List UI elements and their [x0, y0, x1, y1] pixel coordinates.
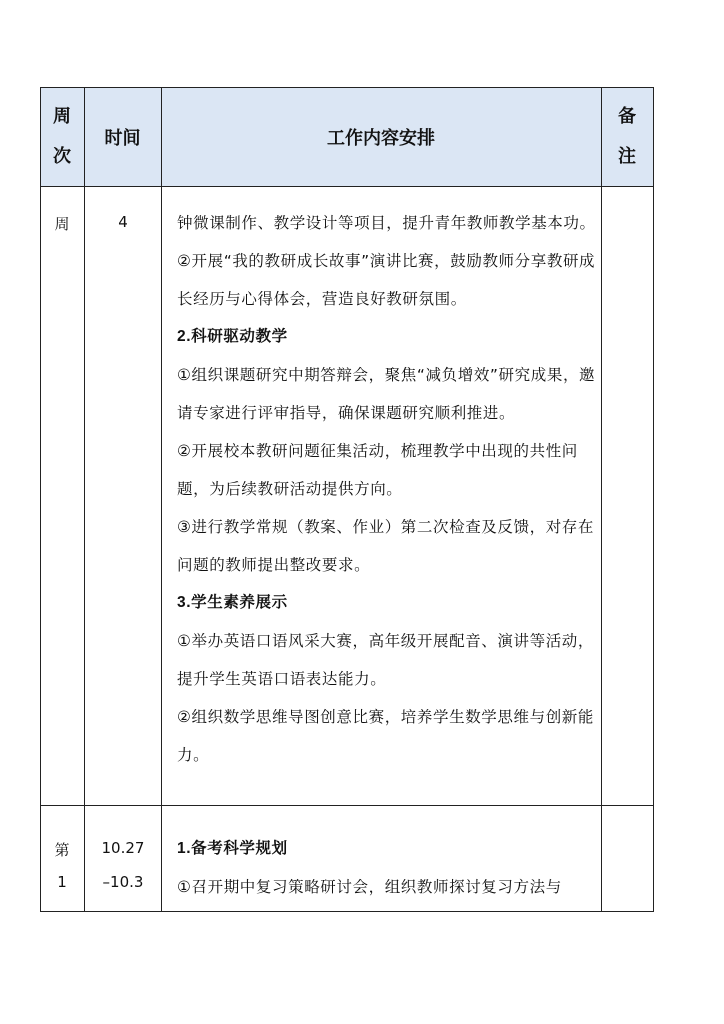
column-divider [161, 87, 162, 912]
section-heading: 2.科研驱动教学 [177, 328, 288, 345]
row1-time: 4 [118, 213, 128, 231]
section-heading: 1.备考科学规划 [177, 840, 288, 857]
header-note-char: 备 [618, 105, 636, 127]
content-paragraph: ①组织课题研究中期答辩会，聚焦“减负增效”研究成果，邀请专家进行评审指导，确保课题研究顺利推进。 [177, 366, 596, 422]
content-paragraph: ①举办英语口语风采大赛，高年级开展配音、演讲等活动，提升学生英语口语表达能力。 [177, 632, 594, 688]
row2-time-line: 10.27 [101, 839, 145, 857]
table-border-right [653, 87, 654, 912]
row1-week: 周 [54, 215, 70, 233]
content-paragraph: ②组织数学思维导图创意比赛，培养学生数学思维与创新能力。 [177, 708, 594, 764]
row-divider [40, 186, 654, 187]
row2-time-line: –10.3 [102, 873, 144, 891]
row-divider [40, 805, 654, 806]
row2-week-char: 1 [57, 873, 67, 891]
header-week-char: 周 [53, 105, 71, 127]
content-paragraph: ①召开期中复习策略研讨会，组织教师探讨复习方法与 [177, 878, 562, 896]
content-paragraph: ②开展“我的教研成长故事”演讲比赛，鼓励教师分享教研成长经历与心得体会，营造良好教研氛围。 [177, 252, 596, 308]
header-content: 工作内容安排 [327, 127, 435, 149]
header-note [601, 87, 653, 186]
table-border-left [40, 87, 41, 912]
row2-content [177, 830, 603, 906]
header-time: 时间 [104, 127, 141, 149]
content-paragraph: 钟微课制作、教学设计等项目，提升青年教师教学基本功。 [177, 214, 596, 232]
content-paragraph: ③进行教学常规（教案、作业）第二次检查及反馈，对存在问题的教师提出整改要求。 [177, 518, 594, 574]
content-paragraph: ②开展校本教研问题征集活动，梳理教学中出现的共性问题，为后续教研活动提供方向。 [177, 442, 578, 498]
header-note-char: 注 [618, 145, 636, 167]
schedule-table [40, 87, 654, 912]
row1-content [177, 204, 603, 774]
table-border-bottom [40, 911, 654, 912]
row2-week-char: 第 [54, 841, 70, 859]
header-week-char: 次 [53, 145, 71, 167]
column-divider [84, 87, 85, 912]
section-heading: 3.学生素养展示 [177, 594, 288, 611]
header-week [40, 87, 84, 186]
